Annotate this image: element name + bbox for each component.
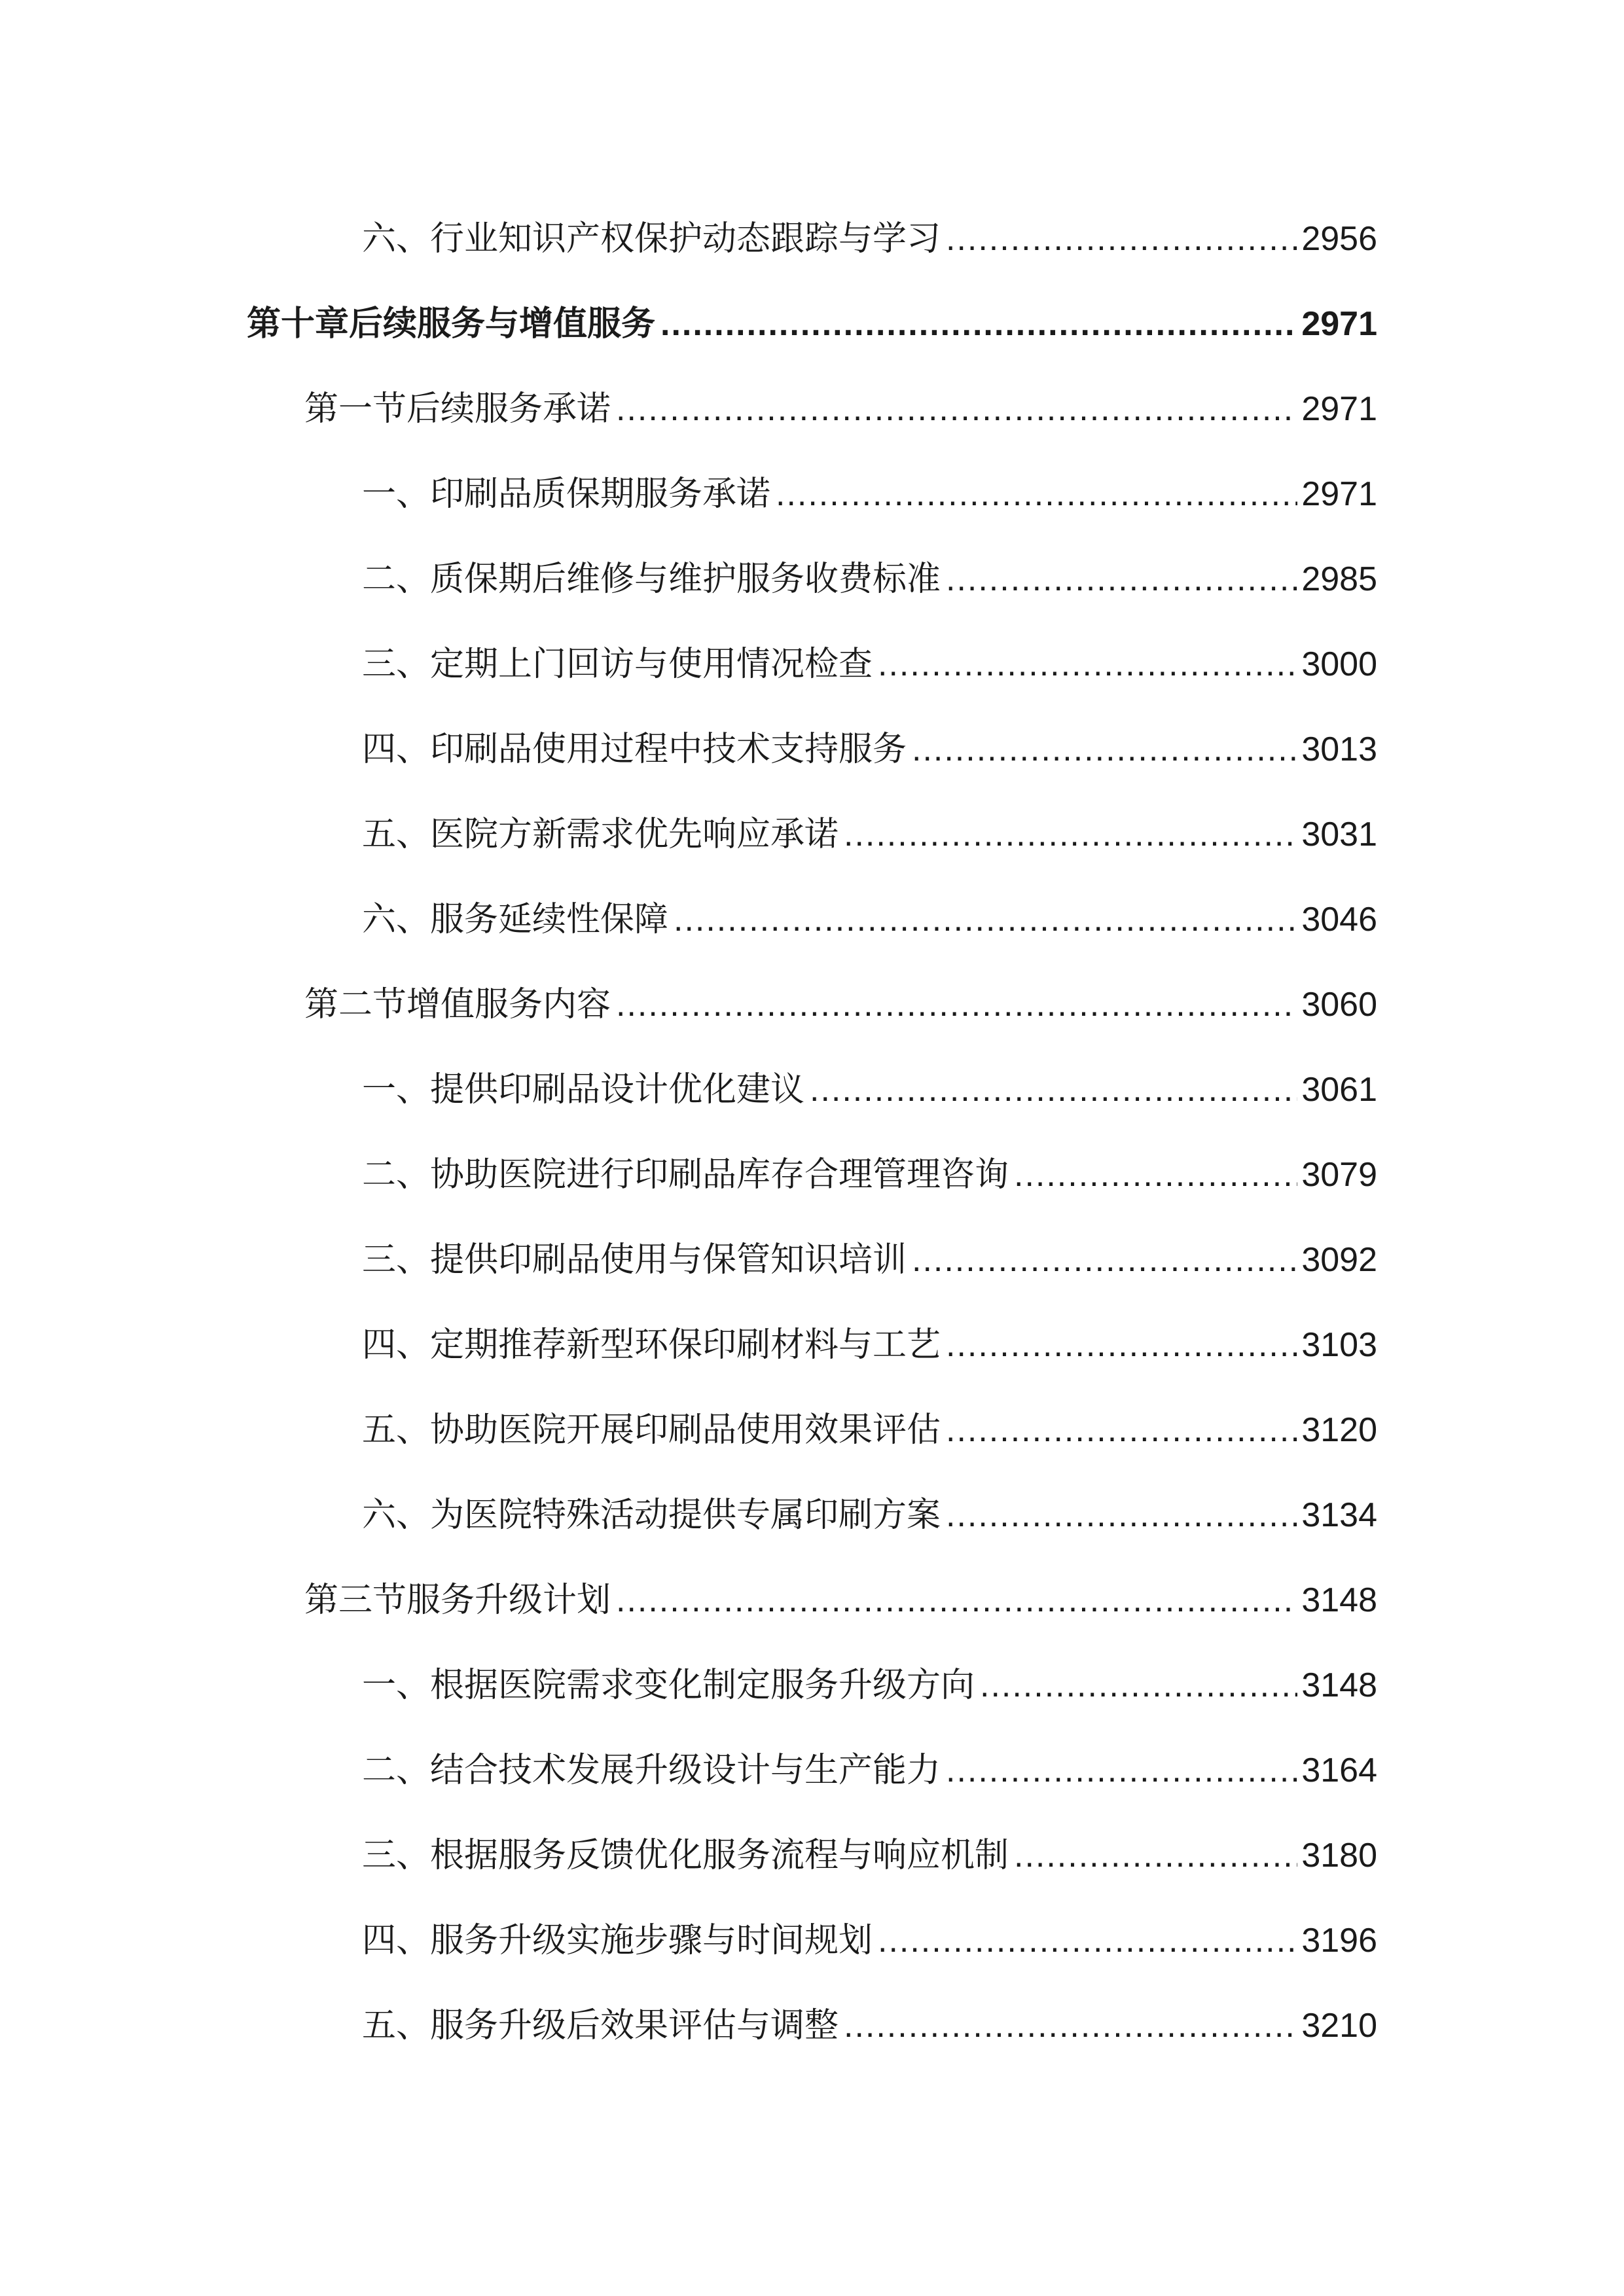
toc-entry-title: 第二节增值服务内容	[304, 985, 611, 1024]
toc-entry-title: 三、提供印刷品使用与保管知识培训	[362, 1240, 907, 1280]
toc-entry-item[interactable]	[362, 1149, 1377, 1201]
toc-entry-page: 3134	[1301, 1496, 1377, 1534]
toc-entry-item[interactable]	[362, 2000, 1377, 2052]
toc-entry-title: 三、定期上门回访与使用情况检查	[362, 645, 873, 684]
toc-entry-page: 3060	[1301, 986, 1377, 1024]
toc-entry-item[interactable]	[362, 1914, 1377, 1967]
toc-entry-item[interactable]	[362, 1064, 1377, 1116]
toc-entry-page: 2971	[1301, 475, 1377, 513]
toc-entry-item[interactable]	[362, 1829, 1377, 1882]
dot-leader	[946, 1404, 1297, 1456]
toc-entry-item[interactable]	[362, 1404, 1377, 1456]
toc-entry-title: 五、服务升级后效果评估与调整	[362, 2006, 839, 2045]
dot-leader	[844, 2000, 1297, 2052]
toc-entry-item[interactable]	[362, 893, 1377, 946]
toc-entry-page: 3079	[1301, 1156, 1377, 1194]
toc-entry-title: 一、根据医院需求变化制定服务升级方向	[362, 1666, 975, 1705]
toc-entry-item[interactable]	[362, 213, 1377, 265]
toc-entry-page: 3164	[1301, 1751, 1377, 1789]
toc-entry-item[interactable]	[362, 723, 1377, 776]
dot-leader	[946, 1744, 1297, 1797]
toc-entry-page: 3061	[1301, 1071, 1377, 1109]
toc-entry-item[interactable]	[362, 468, 1377, 520]
toc-entry-title: 五、协助医院开展印刷品使用效果评估	[362, 1410, 941, 1450]
toc-entry-item[interactable]	[362, 808, 1377, 861]
dot-leader	[616, 978, 1297, 1031]
toc-entry-page: 3148	[1301, 1581, 1377, 1619]
toc-entry-title: 一、提供印刷品设计优化建议	[362, 1070, 805, 1109]
toc-entry-page: 2956	[1301, 220, 1377, 258]
toc-entry-title: 五、医院方新需求优先响应承诺	[362, 815, 839, 854]
dot-leader	[616, 1574, 1297, 1626]
dot-leader	[912, 1234, 1297, 1286]
dot-leader	[946, 1319, 1297, 1371]
dot-leader	[946, 1489, 1297, 1541]
toc-entry-item[interactable]	[362, 1744, 1377, 1797]
dot-leader	[878, 1914, 1297, 1967]
dot-leader	[878, 638, 1297, 691]
toc-entry-page: 3031	[1301, 816, 1377, 853]
toc-entry-item[interactable]	[362, 638, 1377, 691]
dot-leader	[660, 298, 1297, 350]
dot-leader	[946, 553, 1297, 605]
toc-entry-title: 一、印刷品质保期服务承诺	[362, 475, 771, 514]
dot-leader	[980, 1659, 1297, 1712]
dot-leader	[674, 893, 1297, 946]
toc-entry-item[interactable]	[362, 1319, 1377, 1371]
toc-entry-title: 四、定期推荐新型环保印刷材料与工艺	[362, 1325, 941, 1365]
toc-entry-page: 2971	[1301, 305, 1377, 343]
toc-entry-chapter[interactable]	[247, 298, 1377, 350]
toc-entry-page: 2971	[1301, 390, 1377, 428]
toc-entry-page: 3103	[1301, 1326, 1377, 1364]
toc-entry-page: 3120	[1301, 1411, 1377, 1449]
toc-entry-title: 二、质保期后维修与维护服务收费标准	[362, 560, 941, 599]
dot-leader	[1014, 1829, 1297, 1882]
toc-entry-page: 3046	[1301, 901, 1377, 939]
toc-entry-page: 3210	[1301, 2007, 1377, 2045]
toc-entry-item[interactable]	[362, 1234, 1377, 1286]
toc-entry-page: 3196	[1301, 1922, 1377, 1960]
toc-entry-page: 3092	[1301, 1241, 1377, 1279]
toc-entry-page: 3000	[1301, 645, 1377, 683]
toc-entry-item[interactable]	[362, 1659, 1377, 1712]
toc-entry-title: 三、根据服务反馈优化服务流程与响应机制	[362, 1836, 1009, 1875]
toc-entry-section[interactable]	[304, 1574, 1377, 1626]
dot-leader	[912, 723, 1297, 776]
toc-entry-item[interactable]	[362, 1489, 1377, 1541]
dot-leader	[1014, 1149, 1297, 1201]
dot-leader	[844, 808, 1297, 861]
toc-entry-title: 六、服务延续性保障	[362, 900, 669, 939]
toc-entry-section[interactable]	[304, 383, 1377, 435]
toc-entry-title: 第一节后续服务承诺	[304, 389, 611, 429]
dot-leader	[810, 1064, 1297, 1116]
toc-entry-title: 四、印刷品使用过程中技术支持服务	[362, 730, 907, 769]
toc-entry-title: 四、服务升级实施步骤与时间规划	[362, 1921, 873, 1960]
toc-entry-title: 第三节服务升级计划	[304, 1581, 611, 1620]
toc-entry-title: 二、协助医院进行印刷品库存合理管理咨询	[362, 1155, 1009, 1194]
toc-entry-title: 第十章后续服务与增值服务	[247, 304, 656, 344]
dot-leader	[946, 213, 1297, 265]
toc-entry-page: 3148	[1301, 1666, 1377, 1704]
dot-leader	[776, 468, 1297, 520]
toc-entry-page: 3013	[1301, 730, 1377, 768]
toc-entry-title: 六、行业知识产权保护动态跟踪与学习	[362, 219, 941, 259]
toc-entry-section[interactable]	[304, 978, 1377, 1031]
toc-entry-page: 2985	[1301, 560, 1377, 598]
toc-entry-page: 3180	[1301, 1837, 1377, 1874]
toc-entry-title: 六、为医院特殊活动提供专属印刷方案	[362, 1496, 941, 1535]
dot-leader	[616, 383, 1297, 435]
toc-entry-title: 二、结合技术发展升级设计与生产能力	[362, 1751, 941, 1790]
toc-entry-item[interactable]	[362, 553, 1377, 605]
